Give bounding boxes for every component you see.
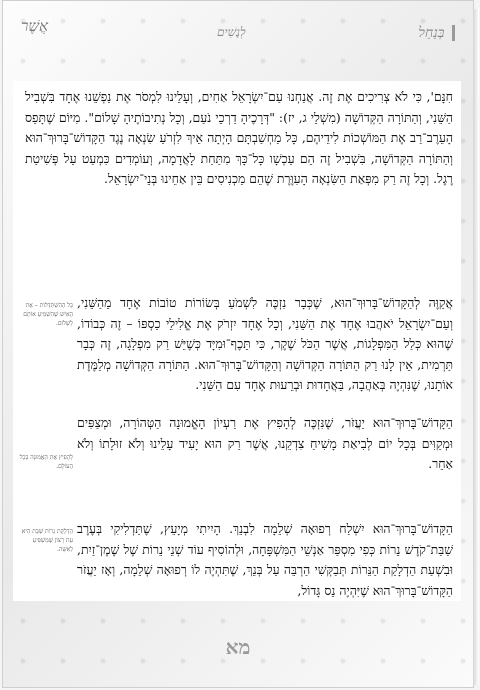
- margin-note-3: הַדְלָקַת נֵרוֹת שַׁבָּת הִיא עֵת רָצוֹן שֶׁמַּשְׁפִּיעַ לַאִשָּׁה.: [21, 528, 73, 553]
- book-page: [2, 0, 474, 688]
- header-right-label: בְּנַחַל: [418, 25, 445, 41]
- paragraph-2: אֲקַוֶּה לְהַקָּדוֹשׁ־בָּרוּךְ־הוּא, שֶׁכְּבָר נִזְכֶּה לִשְׁמֹעַ בְּשׂוֹרוֹת טוֹבוֹת אֶחָד מֵהַשֵּׁנִי, וְעַם־יִשְׂרָאֵל יֹאהֲבוּ אֶחָד אֶת הַשֵּׁנִי, וְכָל אֶחָד יִזְרֹק אֶת אֱלִילֵי כַסְפּוֹ – זֶה כְּבוֹדוֹ, שֶׁהוּא כְּלַל הַמִּפְלָגוֹת, אֲשֶׁר הַכֹּל שֶׁקֶר, כִּי תֵּכֶף־וּמִיָּד כְּשֶׁיֵּשׁ רַק מִפְלָגָה, זֶה כְּבָר תַּרְמִית, אֵין לָנוּ רַק הַתּוֹרָה הַקְּדוֹשָׁה וְהַקָּדוֹשׁ־בָּרוּךְ־הוּא. הַתּוֹרָה הַקְּדוֹשָׁה מְלַמֶּדֶת אוֹתָנוּ, שֶׁנִּהְיֶה בְּאַהֲבָה, בַּאֲחָדוּת וּבְרֵעוּת אֶחָד עִם הַשֵּׁנִי.: [77, 295, 453, 393]
- header-center-text: לְנָשִׁים: [217, 25, 246, 39]
- page-header: [3, 7, 473, 87]
- page-footer: [3, 611, 473, 681]
- header-right-text: [418, 25, 455, 42]
- paragraph-4: הַקָּדוֹשׁ־בָּרוּךְ־הוּא יִשְׁלַח רְפוּאָה שְׁלֵמָה לִבְנֵךְ. הָיִיתִי מְיָעֵץ, שֶׁתַּדְלִיקִי בְּעֶרֶב שַׁבַּת־קֹדֶשׁ נֵרוֹת כְּפִי מִסְפַּר אַנְשֵׁי הַמִּשְׁפָּחָה, וּלְהוֹסִיף עוֹד שְׁנֵי נֵרוֹת שֶׁל שֶׁמֶן־זַיִת, וּבִשְׁעַת הַדְלָקַת הַנֵּרוֹת תְּבַקְּשִׁי הַרְבֵּה עַל בְּנֵךְ, שֶׁתִּהְיֶה לוֹ רְפוּאָה שְׁלֵמָה, וְאָז יַעֲזֹר הַקָּדוֹשׁ־בָּרוּךְ־הוּא שֶׁיִּהְיֶה נֵס גָּדוֹל,: [77, 521, 453, 598]
- margin-note-1: כָּל הַהִשְׁתַּדְּלוּת – אֶת הָאִישׁ שֶׁהִשְׁמִיעַ אוֹתָם לְשָׁלוֹם.: [23, 302, 73, 327]
- ornament-icon: [452, 25, 455, 41]
- header-left-text: אֲשֶׁר: [21, 17, 48, 35]
- paragraph-3: הַקָּדוֹשׁ־בָּרוּךְ־הוּא יַעֲזֹר, שֶׁנִּזְכֶּה לְהָפִיץ אֶת רַעְיוֹן הָאֱמוּנָה הַטְּהוֹרָה, וּמְצַפִּים וּמְקַוִּים בְּכָל יוֹם לְבִיאַת מָשִׁיחַ צִדְקֵנוּ, אֲשֶׁר רַק הוּא יָעִיד עָלֵינוּ וְלֹא זוּלָתוֹ וְלֹא אַחֵר.: [77, 415, 453, 472]
- paragraph-1: חִנָּם', כִּי לֹא צְרִיכִים אֶת זֶה. אֲנַחְנוּ עַם־יִשְׂרָאֵל אַחִים, וְעָלֵינוּ לִמְסֹר אֶת נַפְשֵׁנוּ אֶחָד בִּשְׁבִיל הַשֵּׁנִי, וְהַתּוֹרָה הַקְּדוֹשָׁה (מִשְׁלֵי ג, יז): "דְּרָכֶיהָ דַרְכֵי נֹעַם, וְכָל נְתִיבוֹתֶיהָ שָׁלוֹם". מִיּוֹם שֶׁתָּפַס הָעֵרֶב־רַב אֶת הַמּוֹשְׁכוֹת לִידֵיהֶם, כָּל מַחְשַׁבְתָּם הָיְתָה אֵיךְ לִזְרֹעַ שִׂנְאָה נֶגֶד הַקָּדוֹשׁ־בָּרוּךְ־הוּא וְהַתּוֹרָה הַקְּדוֹשָׁה, בִּשְׁבִיל זֶה הֵם עַכְשָׁו כָּל־כָּךְ מִתַּחַת לָאֲדָמָה, וְעוֹמְדִים כִּמְעַט עַל פְּשִׁיטַת רֶגֶל. וְכָל זֶה רַק מִפְּאַת הַשִּׂנְאָה הָעִוֶּרֶת שֶׁהֵם מַכְנִיסִים בֵּין אַחֵינוּ בְּנֵי־יִשְׂרָאֵל.: [25, 89, 453, 187]
- text-box: [13, 81, 461, 601]
- margin-note-2: לְהָפִיץ אֶת הָאֱמוּנָה בְּכָל הָעוֹלָם.: [19, 454, 73, 470]
- page-number: מא: [225, 635, 251, 659]
